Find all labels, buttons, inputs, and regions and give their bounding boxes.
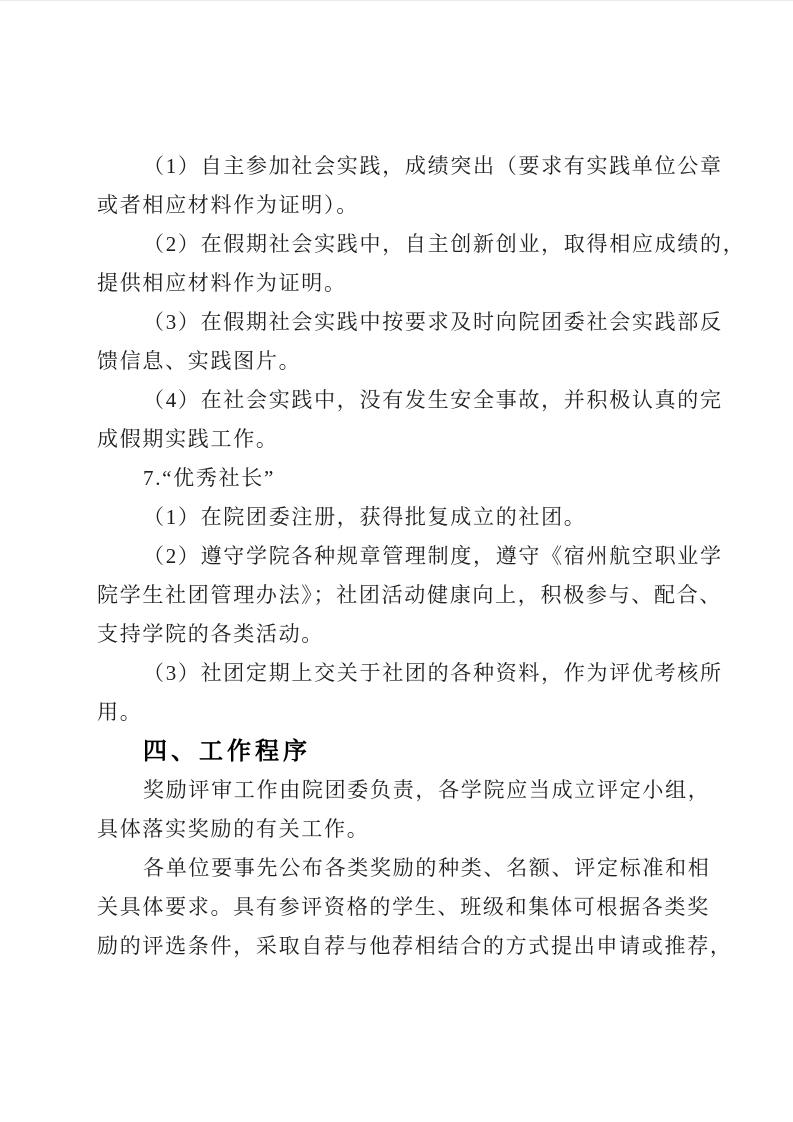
text-line: 各单位要事先公布各类奖励的种类、名额、评定标准和相 [143, 856, 711, 880]
text-line: 关具体要求。具有参评资格的学生、班级和集体可根据各类奖 [97, 895, 710, 919]
text-line: 成假期实践工作。 [97, 427, 279, 451]
text-line: 励的评选条件，采取自荐与他荐相结合的方式提出申请或推荐， [97, 934, 733, 958]
text-line: 馈信息、实践图片。 [97, 349, 302, 373]
document-body [97, 147, 746, 966]
text-line: 具体落实奖励的有关工作。 [97, 817, 370, 841]
text-line: 支持学院的各类活动。 [97, 622, 324, 646]
text-line: （2）在假期社会实践中，自主创新创业，取得相应成绩的， [143, 232, 746, 256]
text-line: 7.“优秀社长” [143, 466, 275, 490]
section-heading: 四、工作程序 [143, 738, 311, 765]
text-line: 奖励评审工作由院团委负责，各学院应当成立评定小组， [143, 778, 711, 802]
text-line: （1）在院团委注册，获得批复成立的社团。 [143, 505, 587, 529]
text-line: 或者相应材料作为证明）。 [97, 193, 359, 217]
text-line: （1）自主参加社会实践，成绩突出（要求有实践单位公章 [143, 154, 723, 178]
text-line: （3）在假期社会实践中按要求及时向院团委社会实践部反 [143, 310, 723, 334]
text-line: （2）遵守学院各种规章管理制度，遵守《宿州航空职业学 [143, 544, 723, 568]
text-line: 用。 [97, 700, 143, 724]
text-line: （4）在社会实践中，没有发生安全事故，并积极认真的完 [143, 388, 723, 412]
text-line: 院学生社团管理办法》；社团活动健康向上，积极参与、配合、 [97, 583, 723, 607]
text-line: 提供相应材料作为证明。 [97, 271, 347, 295]
text-line: （3）社团定期上交关于社团的各种资料，作为评优考核所 [143, 661, 723, 685]
